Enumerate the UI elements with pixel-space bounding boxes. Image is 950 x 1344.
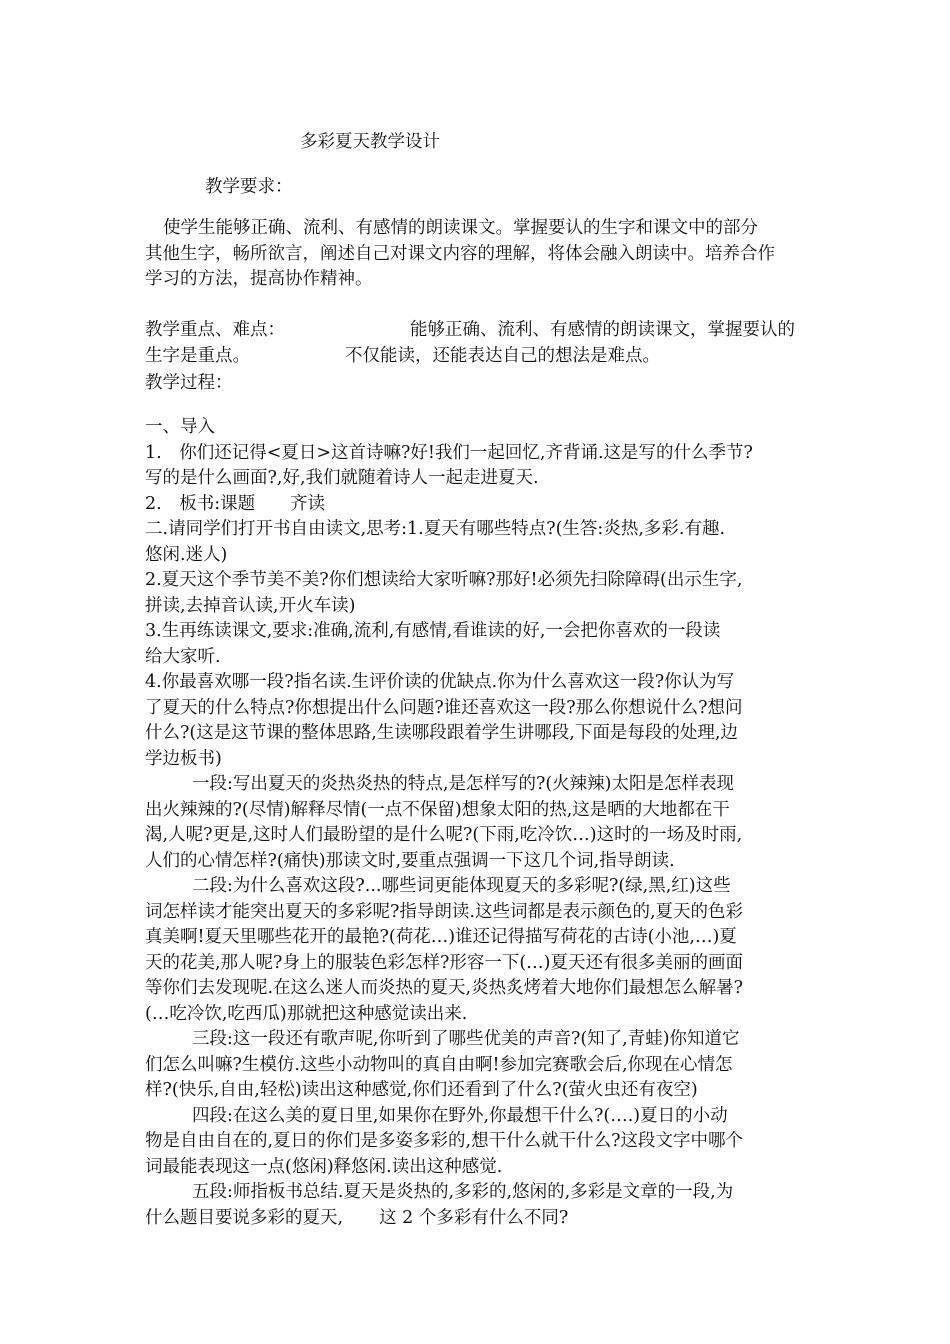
text-line: 了夏天的什么特点?你想提出什么问题?谁还喜欢这一段?那么你想说什么?想问 <box>145 697 743 718</box>
text-line: 悠闲.迷人) <box>145 544 228 565</box>
paragraph-1-line: 出火辣辣的?(尽情)解释尽情(一点不保留)想象太阳的热,这是晒的大地都在干 <box>145 799 730 820</box>
paragraph-3-line: 三段:这一段还有歌声呢,你听到了哪些优美的声音?(知了,青蛙)你知道它 <box>192 1029 740 1049</box>
process-heading: 教学过程： <box>145 373 233 393</box>
paragraph-4-line: 物是自由自在的,夏日的你们是多姿多彩的,想干什么就干什么?这段文字中哪个 <box>145 1131 744 1151</box>
paragraph-3-line: 们怎么叫嘛?生模仿.这些小动物叫的真自由啊!参加完赛歌会后,你现在心情怎 <box>145 1054 733 1075</box>
text-line: 什么?(这是这节课的整体思路,生读哪段跟着学生讲哪段,下面是每段的处理,边 <box>145 723 738 743</box>
text-line: 4.你最喜欢哪一段?指名读.生评价读的优缺点.你为什么喜欢这一段?你认为写 <box>145 672 735 692</box>
requirements-paragraph <box>145 216 815 293</box>
paragraph-4-line: 词最能表现这一点(悠闲)释悠闲.读出这种感觉. <box>145 1156 503 1177</box>
paragraph-3-line: 样?(快乐,自由,轻松)读出这种感觉,你们还看到了什么?(萤火虫还有夜空) <box>145 1080 698 1100</box>
text-line: 写的是什么画面?,好,我们就随着诗人一起走进夏天. <box>145 468 539 488</box>
text-line: 1. 你们还记得<夏日>这首诗嘛?好!我们一起回忆,齐背诵.这是写的什么季节? <box>145 442 753 463</box>
paragraph-1-line: 人们的心情怎样?(痛快)那读文时,要重点强调一下这几个词,指导朗读. <box>145 850 675 871</box>
text-line: 二.请同学们打开书自由读文,思考:1.夏天有哪些特点?(生答:炎热,多彩.有趣. <box>145 519 726 539</box>
paragraph-1-line: 一段:写出夏天的炎热炎热的特点,是怎样写的?(火辣辣)太阳是怎样表现 <box>192 774 734 794</box>
text-line: 生字是重点。 <box>145 345 250 366</box>
paragraph-2-line: 等你们去发现呢.在这么迷人而炎热的夏天,炎热炙烤着大地你们最想怎么解暑? <box>145 978 744 998</box>
text-line: 能够正确、流利、有感情的朗读课文，掌握要认的 <box>410 320 795 340</box>
paragraph-2-line: 天的花美,那人呢?身上的服装色彩怎样?形容一下(…)夏天还有很多美丽的画面 <box>145 952 743 973</box>
section-title: 一、导入 <box>145 417 215 437</box>
process-body <box>145 415 815 1231</box>
document-title: 多彩夏天教学设计 <box>300 132 440 152</box>
paragraph-2-line: (…吃冷饮,吃西瓜)那就把这种感觉读出来. <box>145 1003 468 1024</box>
paragraph-4-line: 四段:在这么美的夏日里,如果你在野外,你最想干什么?(….)夏日的小动 <box>192 1105 728 1126</box>
paragraph-5-line: 五段:师指板书总结.夏天是炎热的,多彩的,悠闲的,多彩是文章的一段,为 <box>192 1182 734 1202</box>
paragraph-2-line: 二段:为什么喜欢这段?...哪些词更能体现夏天的多彩呢?(绿,黑,红)这些 <box>192 876 731 896</box>
paragraph-5-line <box>145 1206 815 1232</box>
text-line: 2.夏天这个季节美不美?你们想读给大家听嘛?那好!必须先扫除障碍(出示生字, <box>145 570 743 590</box>
paragraph-5-text-a: 什么题目要说多彩的夏天, <box>145 1207 344 1228</box>
text-line: 拼读,去掉音认读,开火车读) <box>145 595 356 616</box>
paragraph-2-line: 真美啊!夏天里哪些花开的最艳?(荷花…)谁还记得描写荷花的古诗(小池,…)夏 <box>145 927 737 947</box>
paragraph-2-line: 词怎样读才能突出夏天的多彩呢?指导朗读.这些词都是表示颜色的,夏天的色彩 <box>145 901 744 922</box>
text-line: 学边板书) <box>145 748 222 769</box>
text-line: 3.生再练读课文,要求:准确,流利,有感情,看谁读的好,一会把你喜欢的一段读 <box>145 621 721 641</box>
text-line: 不仅能读，还能表达自己的想法是难点。 <box>345 345 660 366</box>
key-points-label: 教学重点、难点： <box>145 320 285 340</box>
paragraph-5-text-b: 这 2 个多彩有什么不同? <box>379 1207 569 1228</box>
text-line: 学习的方法，提高协作精神。 <box>145 269 373 289</box>
text-line: 给大家听. <box>145 646 221 667</box>
key-points-paragraph <box>145 318 815 369</box>
text-line: 2. 板书:课题 齐读 <box>145 493 326 514</box>
text-line: 其他生字，畅所欲言，阐述自己对课文内容的理解，将体会融入朗读中。培养合作 <box>145 243 775 264</box>
text-line: 使学生能够正确、流利、有感情的朗读课文。掌握要认的生字和课文中的部分 <box>163 218 758 238</box>
requirements-heading: 教学要求： <box>205 177 293 197</box>
paragraph-1-line: 渴,人呢?更是,这时人们最盼望的是什么呢?(下雨,吃冷饮…)这时的一场及时雨, <box>145 825 743 845</box>
